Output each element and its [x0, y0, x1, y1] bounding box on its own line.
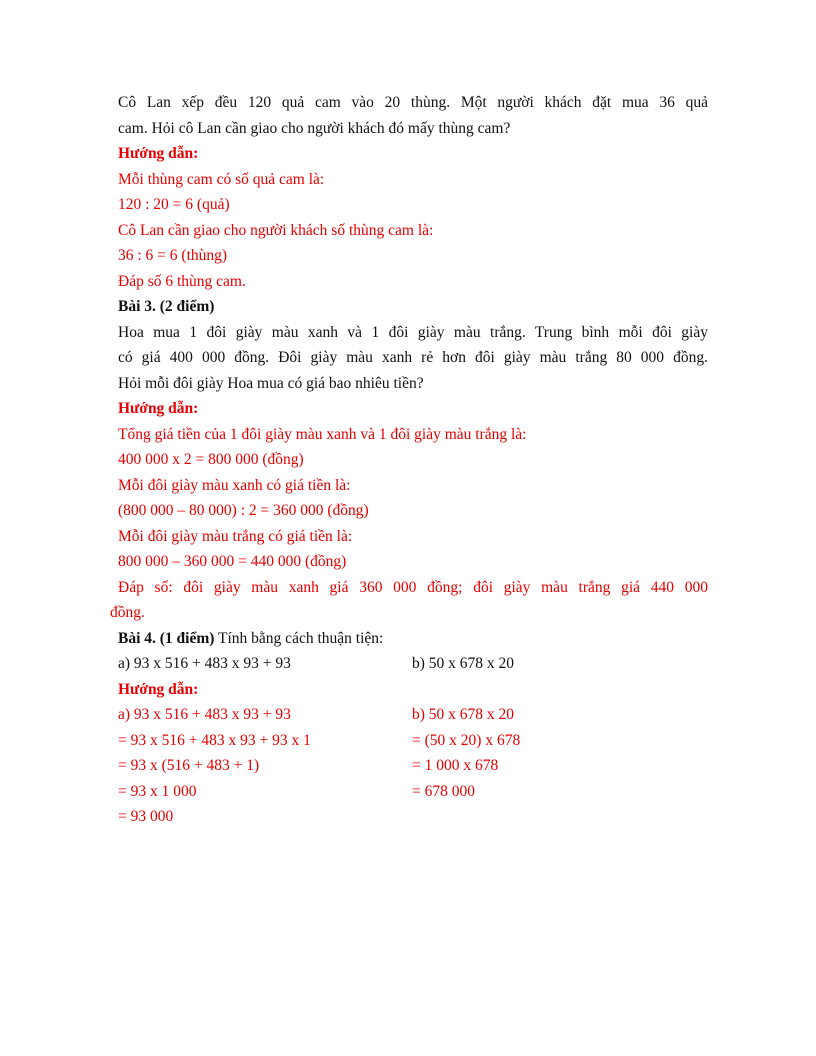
guide-label: Hướng dẫn:: [118, 400, 199, 417]
solution-b-line: = 1 000 x 678: [412, 757, 499, 774]
solution-line: (800 000 – 80 000) : 2 = 360 000 (đồng): [118, 502, 369, 519]
part-b: b) 50 x 678 x 20: [412, 655, 515, 672]
solution-row: [118, 753, 708, 779]
solution-a-line: a) 93 x 516 + 483 x 93 + 93: [118, 706, 291, 723]
problem-parts: [118, 651, 708, 677]
solution-row: [118, 804, 708, 830]
problem-3: [110, 294, 708, 626]
solution-a-line: = 93 000: [118, 808, 174, 825]
solution-line: Mỗi đôi giày màu trắng có giá tiền là:: [118, 527, 353, 545]
solution-a-line: = 93 x 1 000: [118, 782, 197, 800]
solution-b-line: = (50 x 20) x 678: [412, 731, 521, 749]
problem-title: Bài 3. (2 điểm): [118, 298, 215, 315]
problem-text-line: cam. Hỏi cô Lan cần giao cho người khách đó mấy thùng cam?: [118, 119, 511, 137]
solution-b-line: b) 50 x 678 x 20: [412, 706, 515, 723]
guide-label: Hướng dẫn:: [118, 145, 199, 162]
problem-text-line: có giá 400 000 đồng. Đôi giày màu xanh rẻ hơn đôi giày màu trắng 80 000 đồng.: [118, 349, 708, 366]
problem-text-line: Hoa mua 1 đôi giày màu xanh và 1 đôi giày màu trắng. Trung bình mỗi đôi giày: [118, 323, 708, 341]
problem-4: [118, 626, 708, 830]
answer-line-continued: đồng.: [110, 604, 145, 621]
part-a: a) 93 x 516 + 483 x 93 + 93: [118, 655, 291, 672]
problem-text-line: Cô Lan xếp đều 120 quả cam vào 20 thùng. Một người khách đặt mua 36 quả: [118, 94, 708, 111]
solution-b-empty: [412, 804, 708, 830]
guide-label: Hướng dẫn:: [118, 680, 199, 698]
solution-row: [118, 702, 708, 728]
solution-line: 120 : 20 = 6 (quả): [118, 196, 230, 213]
solution-line: Tổng giá tiền của 1 đôi giày màu xanh và 1 đôi giày màu trắng là:: [118, 425, 527, 443]
solution-line: 36 : 6 = 6 (thùng): [118, 247, 228, 264]
problem-text-line: Hỏi mỗi đôi giày Hoa mua có giá bao nhiêu tiền?: [118, 374, 424, 392]
solution-line: Mỗi đôi giày màu xanh có giá tiền là:: [118, 476, 351, 494]
problem-instruction: Tính bằng cách thuận tiện:: [214, 629, 384, 647]
solution-line: 400 000 x 2 = 800 000 (đồng): [118, 451, 304, 468]
solution-line: Mỗi thùng cam có số quả cam là:: [118, 170, 325, 188]
solution-row: [118, 779, 708, 805]
problem-2: [118, 90, 708, 294]
problem-title: Bài 4. (1 điểm): [118, 629, 215, 647]
solution-line: Cô Lan cần giao cho người khách số thùng cam là:: [118, 221, 434, 239]
problem-heading: [118, 626, 708, 652]
solution-a-line: = 93 x 516 + 483 x 93 + 93 x 1: [118, 731, 311, 749]
answer-line: Đáp số: đôi giày màu xanh giá 360 000 đồng; đôi giày màu trắng giá 440 000: [118, 578, 708, 596]
solution-a-line: = 93 x (516 + 483 + 1): [118, 757, 260, 774]
solution-row: [118, 728, 708, 754]
document-page: [110, 90, 708, 830]
answer-line: Đáp số 6 thùng cam.: [118, 272, 246, 290]
solution-b-line: = 678 000: [412, 782, 475, 800]
solution-line: 800 000 – 360 000 = 440 000 (đồng): [118, 553, 347, 570]
